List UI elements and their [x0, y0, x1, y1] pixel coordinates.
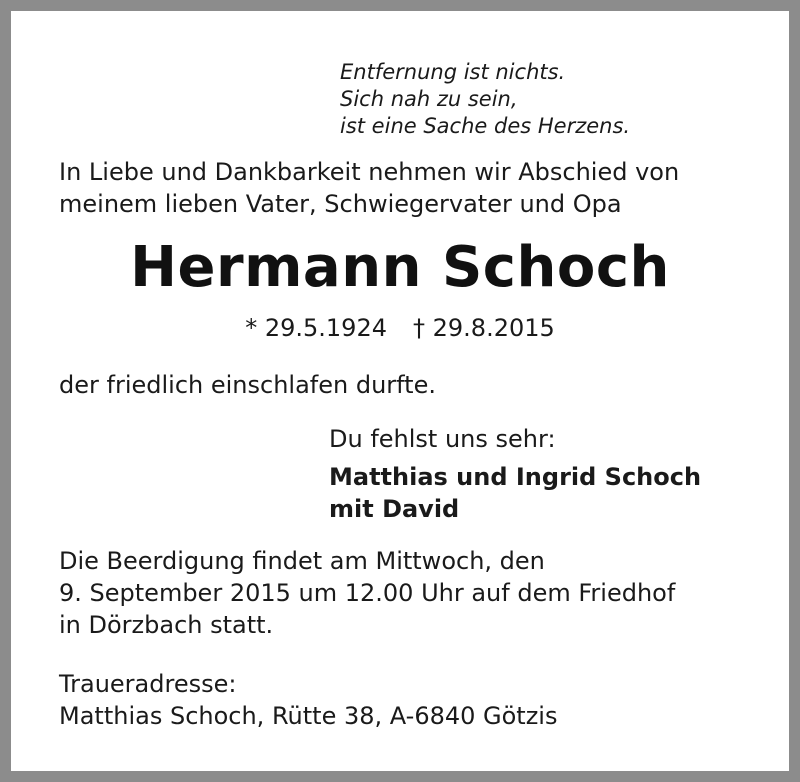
death-date: † 29.8.2015 [413, 314, 555, 342]
deceased-name: Hermann Schoch [130, 235, 670, 300]
mourning-address [59, 668, 557, 732]
quote-line: Entfernung ist nichts. [340, 60, 566, 84]
quote-block [340, 59, 630, 140]
mourners-intro: Du fehlst uns sehr: [329, 425, 556, 453]
funeral-info [59, 545, 675, 641]
funeral-line: in Dörzbach statt. [59, 611, 274, 639]
address-label: Traueradresse: [59, 670, 237, 698]
intro-text [59, 156, 679, 220]
intro-line: meinem lieben Vater, Schwiegervater und Opa [59, 190, 622, 218]
mourners-names [329, 461, 701, 525]
funeral-line: 9. September 2015 um 12.00 Uhr auf dem Friedhof [59, 579, 676, 607]
address-value: Matthias Schoch, Rütte 38, A-6840 Götzis [59, 702, 558, 730]
mourner-line: Matthias und Ingrid Schoch [329, 463, 702, 491]
birth-date: * 29.5.1924 [245, 314, 387, 342]
life-dates [0, 312, 800, 344]
quote-line: ist eine Sache des Herzens. [340, 114, 631, 138]
intro-line: In Liebe und Dankbarkeit nehmen wir Abschied von [59, 158, 680, 186]
quote-line: Sich nah zu sein, [340, 87, 518, 111]
funeral-line: Die Beerdigung findet am Mittwoch, den [59, 547, 545, 575]
mourner-line: mit David [329, 495, 460, 523]
peaceful-text: der friedlich einschlafen durfte. [59, 371, 436, 399]
